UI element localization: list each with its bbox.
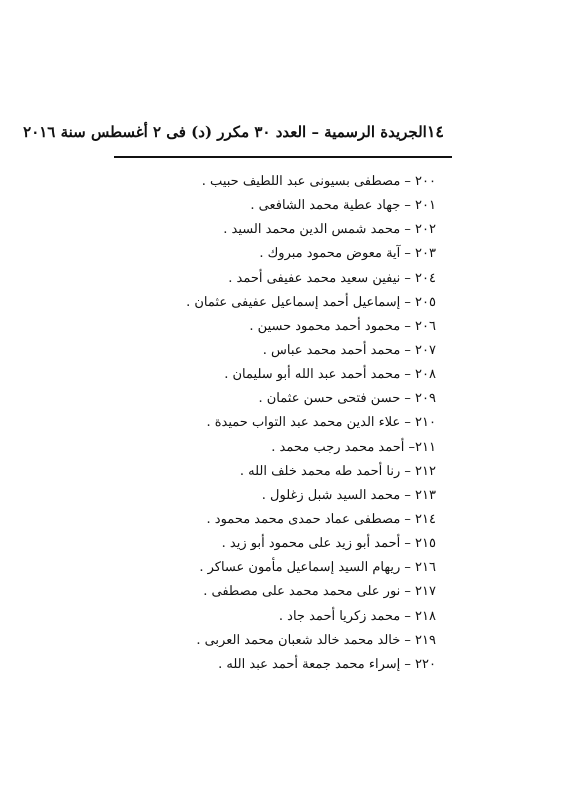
list-item: ٢١٠ – علاء الدين محمد عبد التواب حميدة . xyxy=(206,415,436,431)
list-item: ٢٠١ – جهاد عطية محمد الشافعى . xyxy=(250,198,436,214)
page-header xyxy=(23,122,444,148)
list-item: ٢٠٤ – نيفين سعيد محمد عفيفى أحمد . xyxy=(228,270,436,286)
gazette-header-title: الجريدة الرسمية – العدد ٣٠ مكرر (د) فى ٢ أغسطس سنة ٢٠١٦ xyxy=(23,123,427,141)
list-item: ٢١٨ – محمد زكريا أحمد جاد . xyxy=(278,608,436,624)
page-number: ١٤ xyxy=(426,122,444,141)
header-divider xyxy=(114,156,452,158)
list-item: ٢٠٠ – مصطفى بسيونى عبد اللطيف حبيب . xyxy=(201,174,436,189)
list-item: ٢١١– أحمد محمد رجب محمد . xyxy=(271,439,436,455)
list-item: ٢٠٩ – حسن فتحى حسن عثمان . xyxy=(258,391,436,407)
list-item: ٢٠٢ – محمد شمس الدين محمد السيد . xyxy=(223,222,436,238)
list-item: ٢٠٧ – محمد أحمد محمد عباس . xyxy=(262,342,436,358)
list-item: ٢١٢ – رنا أحمد طه محمد خلف الله . xyxy=(239,463,436,479)
list-item: ٢٠٣ – آية معوض محمود مبروك . xyxy=(259,246,436,262)
names-list xyxy=(136,170,436,677)
list-item: ٢١٦ – ريهام السيد إسماعيل مأمون عساكر . xyxy=(199,560,436,576)
list-item: ٢٠٨ – محمد أحمد عبد الله أبو سليمان . xyxy=(224,367,436,383)
list-item: ٢١٣ – محمد السيد شبل زغلول . xyxy=(261,487,436,503)
list-item: ٢١٩ – خالد محمد خالد شعبان محمد العربى . xyxy=(196,632,436,648)
list-item: ٢٢٠ – إسراء محمد جمعة أحمد عبد الله . xyxy=(218,656,436,672)
list-item: ٢٠٥ – إسماعيل أحمد إسماعيل عفيفى عثمان . xyxy=(186,294,436,310)
list-item: ٢١٥ – أحمد أبو زيد على محمود أبو زيد . xyxy=(221,536,436,552)
list-item: ٢١٤ – مصطفى عماد حمدى محمد محمود . xyxy=(206,511,436,527)
list-item: ٢١٧ – نور على محمد محمد على مصطفى . xyxy=(203,584,436,600)
list-item: ٢٠٦ – محمود أحمد محمود حسين . xyxy=(249,318,436,334)
